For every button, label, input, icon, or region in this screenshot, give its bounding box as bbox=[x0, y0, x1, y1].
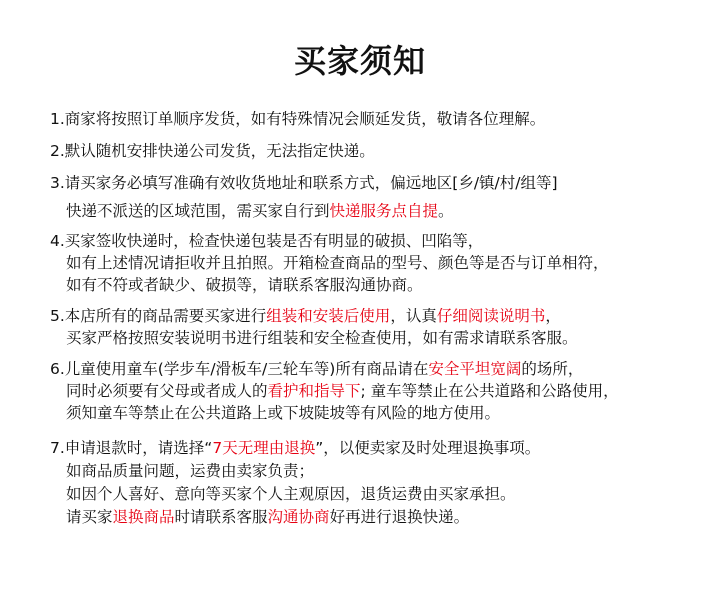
rule-6-line-1-end: 的场所， bbox=[521, 360, 584, 378]
rule-5-line-1 bbox=[50, 305, 561, 327]
rule-7-line-4-end: 好再进行退换快递。 bbox=[329, 508, 470, 526]
rule-3-line-1: 3.请买家务必填写准确有效收货地址和联系方式，偏远地区[乡/镇/村/组等] bbox=[50, 174, 558, 192]
rule-5-highlight-manual: 仔细阅读说明书 bbox=[436, 307, 546, 325]
rule-6-line-3: 须知童车等禁止在公共道路上或下坡陡坡等有风险的地方使用。 bbox=[66, 404, 501, 422]
rule-7-highlight-negotiate: 沟通协商 bbox=[267, 508, 330, 526]
rule-7-line-1-text: 7.申请退款时，请选择“ bbox=[50, 439, 213, 457]
rule-6-highlight-safe-area: 安全平坦宽阔 bbox=[428, 360, 522, 378]
rule-4-line-3: 如有不符或者缺少、破损等，请联系客服沟通协商。 bbox=[66, 276, 423, 294]
rule-7-line-3: 如因个人喜好、意向等买家个人主观原因，退货运费由买家承担。 bbox=[66, 485, 516, 503]
rule-5-line-1-mid: ，认真 bbox=[390, 307, 437, 325]
rule-7-highlight-7day-return: 7天无理由退换 bbox=[212, 439, 316, 457]
rule-5-line-1-end: ， bbox=[545, 307, 561, 325]
rule-7-line-4-mid: 时请联系客服 bbox=[174, 508, 268, 526]
rule-4-line-2: 如有上述情况请拒收并且拍照。开箱检查商品的型号、颜色等是否与订单相符， bbox=[66, 254, 609, 272]
rule-5-highlight-assembly: 组装和安装后使用 bbox=[266, 307, 391, 325]
rule-6-highlight-supervision: 看护和指导下 bbox=[267, 382, 361, 400]
rule-1-line-1: 1.商家将按照订单顺序发货，如有特殊情况会顺延发货，敬请各位理解。 bbox=[50, 110, 546, 128]
rule-2-line-1: 2.默认随机安排快递公司发货，无法指定快递。 bbox=[50, 142, 375, 160]
rule-3-line-2 bbox=[66, 200, 454, 222]
rule-4-line-1: 4.买家签收快递时，检查快递包装是否有明显的破损、凹陷等， bbox=[50, 232, 484, 250]
rule-7-line-1-end: ”，以便卖家及时处理退换事项。 bbox=[315, 439, 541, 457]
rule-5-line-2: 买家严格按照安装说明书进行组装和安全检查使用，如有需求请联系客服。 bbox=[66, 329, 578, 347]
rule-3-highlight-pickup: 快递服务点自提 bbox=[329, 202, 439, 220]
rule-7-line-1 bbox=[50, 437, 540, 459]
rule-6-line-1-text: 6.儿童使用童车(学步车/滑板车/三轮车等)所有商品请在 bbox=[50, 360, 429, 378]
rule-6-line-2 bbox=[66, 380, 619, 402]
rule-3-line-2-text: 快递不派送的区域范围，需买家自行到 bbox=[66, 202, 330, 220]
rule-7-highlight-return-goods: 退换商品 bbox=[112, 508, 175, 526]
rule-7-line-2: 如商品质量问题，运费由卖家负责； bbox=[66, 462, 315, 480]
rule-6-line-1 bbox=[50, 358, 583, 380]
rule-7-line-4-text: 请买家 bbox=[66, 508, 113, 526]
rule-5-line-1-text: 5.本店所有的商品需要买家进行 bbox=[50, 307, 267, 325]
rule-7-line-4 bbox=[66, 506, 469, 528]
page-title: 买家须知 bbox=[293, 42, 426, 80]
rule-3-line-2-end: 。 bbox=[438, 202, 454, 220]
rule-6-line-2-end: ; 童车等禁止在公共道路和公路使用， bbox=[360, 382, 619, 400]
rule-6-line-2-text: 同时必须要有父母或者成人的 bbox=[66, 382, 268, 400]
